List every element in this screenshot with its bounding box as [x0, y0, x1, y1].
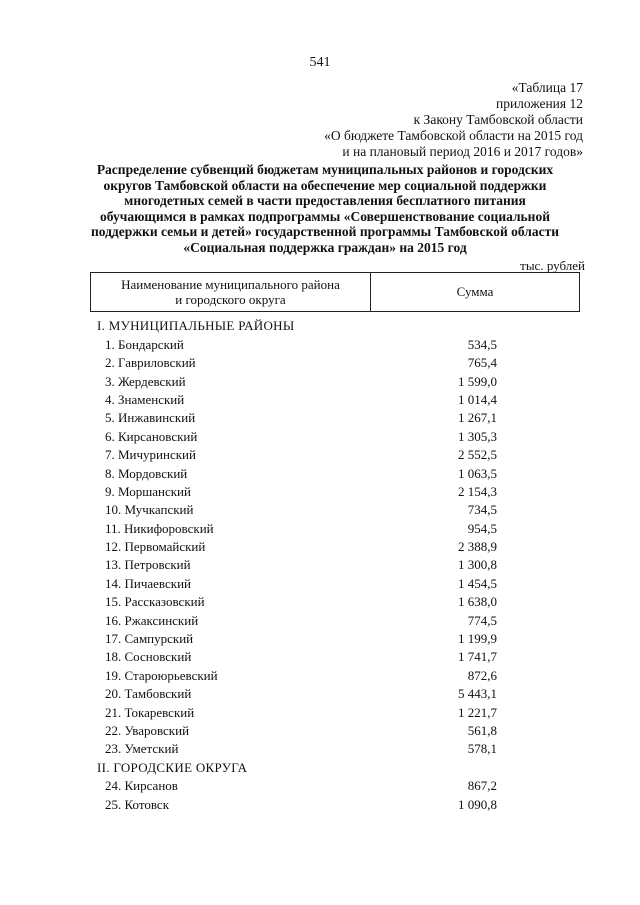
header-note-line: «О бюджете Тамбовской области на 2015 год — [324, 128, 583, 143]
table-row — [97, 518, 497, 536]
table-row — [97, 537, 497, 555]
table-row — [97, 629, 497, 647]
row-value: 1 300,8 — [458, 557, 497, 573]
table-row — [97, 794, 497, 812]
table-row — [97, 684, 497, 702]
header-note-line: и на плановый период 2016 и 2017 годов» — [342, 144, 583, 159]
row-name: 12. Первомайский — [105, 539, 206, 555]
title-line: Распределение субвенций бюджетам муниципальных районов и городских — [96, 162, 554, 177]
row-value: 561,8 — [467, 722, 497, 738]
row-value: 1 267,1 — [458, 410, 497, 426]
table-row — [97, 721, 497, 739]
row-name: 14. Пичаевский — [105, 575, 191, 591]
row-name: 3. Жердевский — [105, 373, 186, 389]
row-name: 15. Рассказовский — [105, 594, 205, 610]
row-value: 1 741,7 — [458, 649, 497, 665]
table-row — [97, 463, 497, 481]
row-value: 1 599,0 — [458, 373, 497, 389]
title-line: округов Тамбовской области на обеспечение мер социальной поддержки — [103, 177, 547, 193]
table-row — [97, 334, 497, 352]
table-row — [97, 702, 497, 720]
row-name: 13. Петровский — [105, 557, 191, 573]
row-name: 5. Инжавинский — [105, 410, 196, 426]
row-name: 22. Уваровский — [105, 722, 190, 738]
table-row — [97, 371, 497, 389]
table-row — [97, 776, 497, 794]
table-row — [97, 482, 497, 500]
row-value: 1 014,4 — [458, 391, 497, 407]
row-name: II. ГОРОДСКИЕ ОКРУГА — [97, 759, 248, 775]
row-value: 2 552,5 — [458, 447, 497, 463]
table-row — [97, 647, 497, 665]
row-name: 23. Уметский — [105, 741, 179, 757]
column-header-sum: Сумма — [456, 284, 494, 299]
table-row — [97, 665, 497, 683]
row-value: 867,2 — [467, 778, 497, 794]
table-row — [97, 555, 497, 573]
title-line: многодетных семей в части предоставления бесплатного питания — [124, 193, 526, 208]
header-note — [324, 80, 583, 160]
row-name: 1. Бондарский — [105, 336, 184, 352]
title-line: «Социальная поддержка граждан» на 2015 год — [183, 239, 467, 255]
table-header — [90, 272, 580, 312]
row-name: 10. Мучкапский — [105, 502, 194, 518]
table-row — [97, 408, 497, 426]
table-row — [97, 390, 497, 408]
row-value: 1 638,0 — [458, 594, 497, 610]
row-value: 1 454,5 — [458, 575, 497, 591]
row-name: 16. Ржаксинский — [105, 612, 199, 628]
title-line: поддержки семьи и детей» государственной программы Тамбовской области — [90, 224, 560, 239]
table-row — [97, 573, 497, 591]
row-name: 20. Тамбовский — [105, 686, 192, 702]
row-name: 9. Моршанский — [105, 483, 191, 499]
table-row — [97, 592, 497, 610]
row-value: 734,5 — [467, 502, 497, 518]
table-body — [97, 316, 497, 813]
header-note-line: «Таблица 17 — [511, 80, 583, 95]
row-name: 11. Никифоровский — [105, 520, 214, 536]
row-value: 578,1 — [467, 741, 497, 757]
title-line: обучающимся в рамках подпрограммы «Совершенствование социальной — [100, 208, 550, 224]
row-value: 774,5 — [467, 612, 497, 628]
row-name: 6. Кирсановский — [105, 428, 198, 444]
row-name: 25. Котовск — [105, 796, 170, 812]
row-name: 24. Кирсанов — [105, 778, 178, 794]
row-value: 5 443,1 — [458, 686, 497, 702]
table-row — [97, 445, 497, 463]
row-name: 8. Мордовский — [105, 465, 188, 481]
row-name: 17. Сампурский — [105, 631, 194, 647]
row-value: 954,5 — [467, 520, 497, 536]
row-value: 1 221,7 — [458, 704, 497, 720]
row-value: 1 090,8 — [458, 796, 497, 812]
section-row — [97, 316, 497, 334]
header-note-line: к Закону Тамбовской области — [413, 112, 583, 127]
table-row — [97, 426, 497, 444]
section-row — [97, 757, 497, 775]
row-value: 872,6 — [467, 667, 497, 683]
row-value: 1 063,5 — [458, 465, 497, 481]
row-value: 765,4 — [467, 355, 497, 371]
table-row — [97, 353, 497, 371]
table-row — [97, 500, 497, 518]
row-name: 19. Староюрьевский — [105, 667, 218, 683]
column-header-name-line: Наименование муниципального района — [121, 277, 340, 292]
row-value: 2 154,3 — [458, 483, 497, 499]
column-header-name — [91, 273, 371, 311]
row-value: 2 388,9 — [458, 539, 497, 555]
table-row — [97, 739, 497, 757]
row-name: 2. Гавриловский — [105, 355, 196, 371]
row-name: 21. Токаревский — [105, 704, 195, 720]
row-name: 4. Знаменский — [105, 391, 185, 407]
row-name: 18. Сосновский — [105, 649, 192, 665]
table-row — [97, 610, 497, 628]
row-value: 1 305,3 — [458, 428, 497, 444]
row-value: 534,5 — [467, 336, 497, 352]
row-name: I. МУНИЦИПАЛЬНЫЕ РАЙОНЫ — [97, 318, 295, 334]
units-label: тыс. рублей — [520, 258, 585, 273]
header-note-line: приложения 12 — [495, 96, 583, 111]
row-name: 7. Мичуринский — [105, 447, 196, 463]
row-value: 1 199,9 — [458, 631, 497, 647]
document-title — [80, 162, 570, 255]
page-number: 541 — [309, 55, 331, 70]
column-header-name-line: и городского округа — [175, 292, 286, 307]
